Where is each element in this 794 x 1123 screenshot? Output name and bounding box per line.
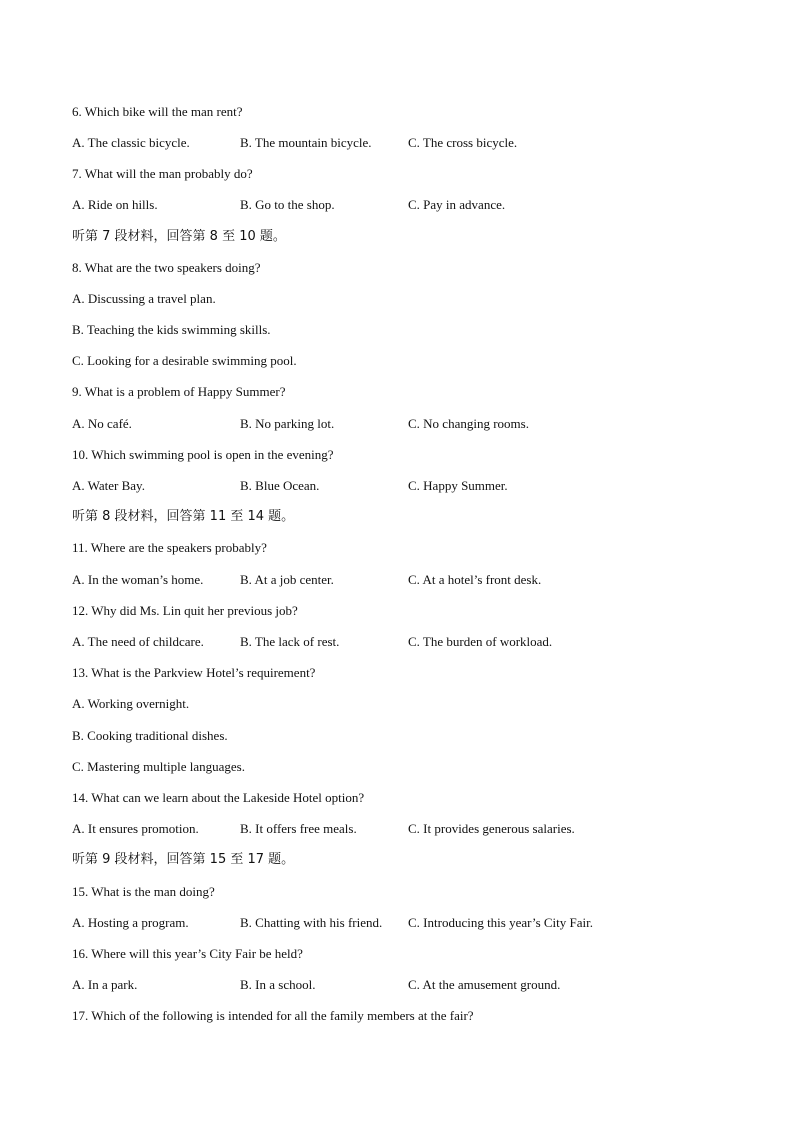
question-11: 11. Where are the speakers probably? [72,540,267,555]
options-q14 [72,820,692,838]
options-q12 [72,633,692,651]
options-q11 [72,571,692,589]
option-b: B. Chatting with his friend. [240,915,383,930]
option-c: C. At the amusement ground. [408,977,561,992]
option-c: C. It provides generous salaries. [408,821,575,836]
option-c: C. At a hotel’s front desk. [408,572,542,587]
option-b: B. In a school. [240,977,316,992]
options-q9 [72,415,692,433]
q13-option-c: C. Mastering multiple languages. [72,759,245,774]
q8-option-b: B. Teaching the kids swimming skills. [72,322,271,337]
option-c: C. Happy Summer. [408,478,508,493]
option-a: A. No café. [72,416,132,431]
q13-option-b: B. Cooking traditional dishes. [72,728,228,743]
question-15: 15. What is the man doing? [72,884,215,899]
question-17: 17. Which of the following is intended for all the family members at the fair? [72,1008,474,1023]
question-9: 9. What is a problem of Happy Summer? [72,384,286,399]
options-q10 [72,477,692,495]
option-b: B. Blue Ocean. [240,478,320,493]
option-a: A. Water Bay. [72,478,145,493]
options-q16 [72,976,692,994]
option-b: B. No parking lot. [240,416,335,431]
question-7: 7. What will the man probably do? [72,166,253,181]
option-a: A. Ride on hills. [72,197,158,212]
option-b: B. The mountain bicycle. [240,135,372,150]
option-a: A. Hosting a program. [72,915,189,930]
option-c: C. The cross bicycle. [408,135,518,150]
section-heading-7: 听第 7 段材料，回答第 8 至 10 题。 [72,229,286,244]
question-14: 14. What can we learn about the Lakeside Hotel option? [72,790,365,805]
question-13: 13. What is the Parkview Hotel’s requirement? [72,665,316,680]
q8-option-c: C. Looking for a desirable swimming pool. [72,353,297,368]
option-c: C. Pay in advance. [408,197,506,212]
option-c: C. No changing rooms. [408,416,529,431]
q13-option-a: A. Working overnight. [72,696,190,711]
question-12: 12. Why did Ms. Lin quit her previous job? [72,603,298,618]
option-a: A. It ensures promotion. [72,821,199,836]
option-b: B. At a job center. [240,572,334,587]
options-q7 [72,196,692,214]
options-q15 [72,914,692,932]
option-b: B. Go to the shop. [240,197,335,212]
option-a: A. The need of childcare. [72,634,204,649]
question-6: 6. Which bike will the man rent? [72,104,243,119]
option-b: B. The lack of rest. [240,634,340,649]
section-heading-9: 听第 9 段材料，回答第 15 至 17 题。 [72,852,295,867]
option-c: C. The burden of workload. [408,634,553,649]
option-c: C. Introducing this year’s City Fair. [408,915,593,930]
q8-option-a: A. Discussing a travel plan. [72,291,216,306]
option-a: A. In a park. [72,977,138,992]
question-8: 8. What are the two speakers doing? [72,260,261,275]
option-a: A. In the woman’s home. [72,572,204,587]
options-q6 [72,134,692,152]
section-heading-8: 听第 8 段材料，回答第 11 至 14 题。 [72,509,295,524]
question-10: 10. Which swimming pool is open in the evening? [72,447,334,462]
option-b: B. It offers free meals. [240,821,357,836]
question-16: 16. Where will this year’s City Fair be held? [72,946,303,961]
option-a: A. The classic bicycle. [72,135,190,150]
